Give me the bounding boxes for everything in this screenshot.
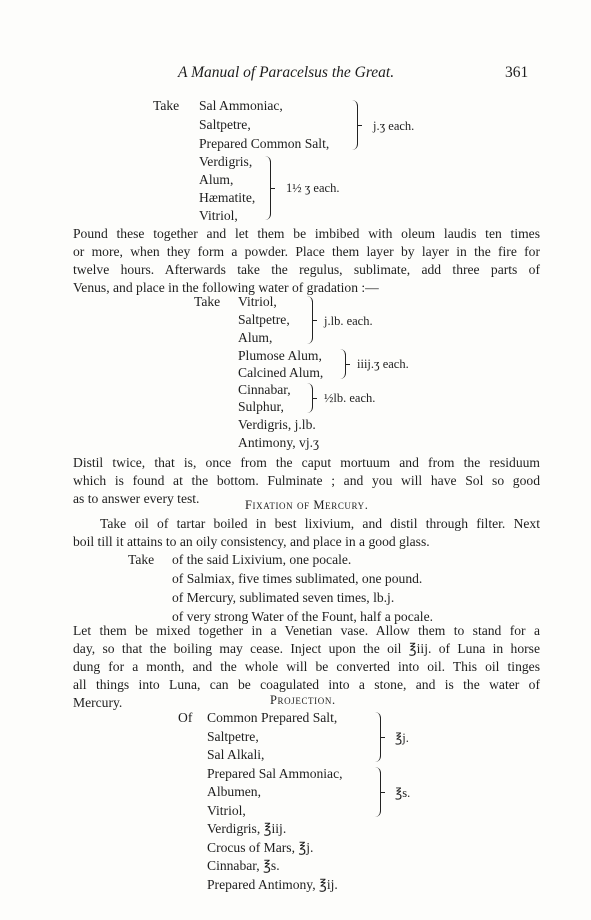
quantity: ℥s. [395, 786, 411, 800]
list-item: of Mercury, sublimated seven times, lb.j. [172, 590, 395, 605]
ingredient: Saltpetre, [207, 729, 259, 744]
ingredient: Cinnabar, ℥s. [207, 858, 280, 873]
paragraph: Take oil of tartar boiled in best lixivium, and distil through filter. Next boil till it attains to an oily consistency, and place in a good glass. [73, 516, 540, 549]
take-label: Take [153, 98, 180, 113]
ingredient: Verdigris, j.lb. [238, 417, 316, 432]
quantity: ℥j. [395, 731, 409, 745]
ingredient: Saltpetre, [199, 117, 251, 132]
bracket [375, 767, 381, 817]
take-label: Take [194, 294, 221, 309]
paragraph: Pound these together and let them be imbibed with oleum laudis ten times or more, when they form a powder. Place them layer by layer in the fire for twelve hours. Afterwards take the regulus, sublimate, add three parts of Venus, and place in the following water of gradation :— [73, 226, 540, 295]
ingredient: Sal Ammoniac, [199, 98, 283, 113]
ingredient: Cinnabar, [238, 382, 291, 397]
page-number: 361 [505, 64, 529, 81]
ingredient: Calcined Alum, [238, 365, 324, 380]
ingredient: Saltpetre, [238, 312, 290, 327]
ingredient: Prepared Common Salt, [199, 136, 330, 151]
bracket [307, 296, 313, 344]
list-item: of Salmiax, five times sublimated, one pound. [172, 571, 423, 586]
ingredient: Common Prepared Salt, [207, 710, 338, 725]
quantity: j.ʒ each. [373, 119, 415, 133]
list-item: of the said Lixivium, one pocale. [172, 552, 352, 567]
ingredient: Crocus of Mars, ℥j. [207, 840, 314, 855]
bracket [340, 349, 346, 379]
ingredient: Vitriol, [207, 803, 246, 818]
bracket [307, 383, 313, 413]
of-label: Of [178, 710, 193, 725]
ingredient: Verdigris, ℥iij. [207, 821, 287, 836]
section-heading: Projection. [270, 693, 336, 707]
paragraph: Distil twice, that is, once from the caput mortuum and from the residuum which is found at the bottom. Fulminate ; and you will have Sol so good as to answer every test. [73, 455, 540, 506]
ingredient: Prepared Antimony, ℥ij. [207, 877, 338, 892]
ingredient: Alum, [238, 330, 273, 345]
ingredient: Alum, [199, 172, 234, 187]
running-header [0, 64, 591, 86]
ingredient: Verdigris, [199, 154, 253, 169]
ingredient: Sal Alkali, [207, 747, 265, 762]
bracket [375, 712, 381, 762]
running-title: A Manual of Paracelsus the Great. [178, 64, 395, 81]
quantity: iiij.ʒ each. [357, 357, 409, 371]
list-item: of very strong Water of the Fount, half a pocale. [172, 609, 434, 624]
ingredient: Antimony, vj.ʒ [238, 435, 320, 450]
ingredient: Albumen, [207, 784, 261, 799]
ingredient: Prepared Sal Ammoniac, [207, 766, 343, 781]
ingredient: Vitriol, [199, 208, 238, 223]
ingredient: Hæmatite, [199, 190, 256, 205]
ingredient: Plumose Alum, [238, 348, 322, 363]
quantity: j.lb. each. [324, 314, 373, 328]
paragraph: Let them be mixed together in a Venetian vase. Allow them to stand for a day, so that the boiling may cease. Inject upon the oil ℥iij. of Luna in horse dung for a month, and the whole will be converted into oil. This oil tinges all things into Luna, can be coagulated into a stone, and is the water of Mercury. [73, 623, 540, 710]
take-label: Take [128, 552, 155, 567]
bracket [352, 100, 358, 150]
ingredient: Vitriol, [238, 294, 277, 309]
quantity: 1½ ʒ each. [286, 181, 340, 195]
bracket [265, 156, 271, 220]
quantity: ½lb. each. [324, 391, 376, 405]
section-heading: Fixation of Mercury. [245, 498, 369, 512]
ingredient: Sulphur, [238, 399, 284, 414]
